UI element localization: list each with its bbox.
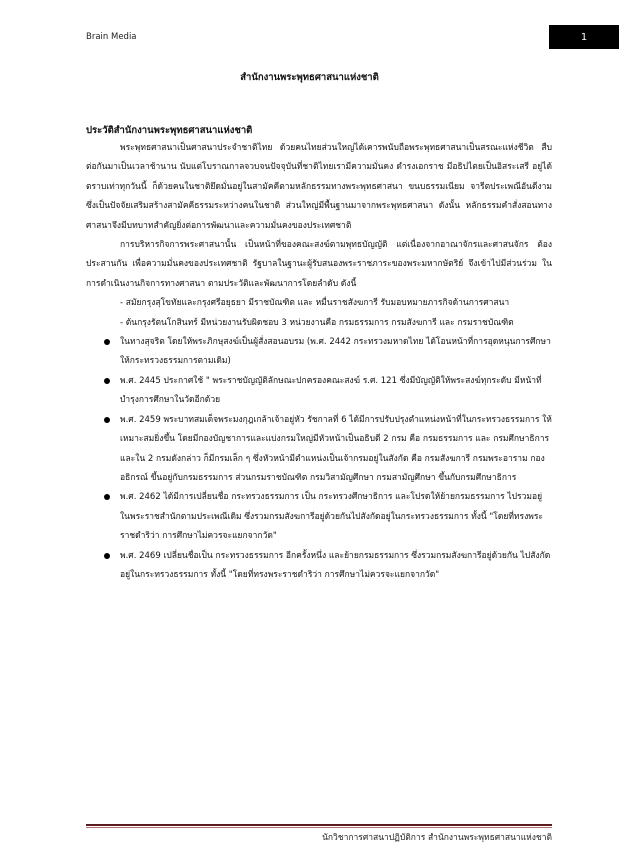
bullet-text: พ.ศ. 2462 ได้มีการเปลี่ยนชื่อ กระทรวงธรรมการ เป็น กระทรวงศึกษาธิการ และโปรดให้ย้ายกรมธรรมการ ไปรวมอยู่ในพระราชสำนักตามประเพณีเดิม ซึ่งรวมกรมสังฆการีอยู่ด้วยกันไปสังกัดอยู่ในกระทรวงธรรมการ ทั้งนี้ "โดยที่ทรงพระราชดำริว่า การศึกษาไม่ควรจะแยกจากวัด" xyxy=(120,492,543,542)
page-number: 1 xyxy=(580,31,588,43)
bullet-text: ในทางสุจริต โดยให้พระภิกษุสงฆ์เป็นผู้สั่งสอนอบรม (พ.ศ. 2442 กระทรวงมหาดไทย ได้โอนหน้าที่การอุดหนุนการศึกษา ให้กระทรวงธรรมการตามเดิม) xyxy=(120,337,551,367)
bullet-item xyxy=(86,547,552,586)
footer-divider-accent xyxy=(86,827,552,828)
bullet-text: พ.ศ. 2469 เปลี่ยนชื่อเป็น กระทรวงธรรมการ อีกครั้งหนึ่ง และย้ายกรมธรรมการ ซึ่งรวมกรมสังฆการีอยู่ด้วยกัน ไปสังกัดอยู่ในกระทรวงธรรมการ ทั้งนี้ "โดยที่ทรงพระราชดำริว่า การศึกษาไม่ควรจะแยกจากวัด" xyxy=(120,550,551,580)
bullet-icon xyxy=(104,553,110,559)
bullet-icon xyxy=(104,417,110,423)
bullet-list xyxy=(86,333,552,585)
header-publisher: Brain Media xyxy=(86,32,137,42)
bullet-item xyxy=(86,488,552,546)
dash-item: - สมัยกรุงสุโขทัยและกรุงศรีอยุธยา มีราชบัณฑิต และ หมื่นราชสังฆการี รับมอบหมายภารกิจด้านการศาสนา xyxy=(120,298,510,309)
bullet-icon xyxy=(104,494,110,500)
footer-divider xyxy=(86,824,552,826)
paragraph: การบริหารกิจการพระศาสนานั้น เป็นหน้าที่ของคณะสงฆ์ตามพุทธบัญญัติ แต่เนื่องจากอาณาจักรและศาสนจักร ต้องประสานกัน เพื่อความมั่นคงของประเทศชาติ รัฐบาลในฐานะผู้รับสนองพระราชภาระของพระมหากษัตริย์ จึงเข้าไปมีส่วนร่วม ในการดำเนินงานกิจการทางศาสนา ตามประวัติและพัฒนาการโดยลำดับ ดังนี้ xyxy=(86,240,552,289)
bullet-item xyxy=(86,411,552,489)
bullet-text: พ.ศ. 2459 พระบาทสมเด็จพระมงกุฎเกล้าเจ้าอยู่หัว รัชกาลที่ 6 ได้มีการปรับปรุงตำแหน่งหน้าที่ในกระทรวงธรรมการ ให้เหมาะสมยิ่งขึ้น โดยมีกองบัญชาการและแบ่งกรมใหญ่มีหัวหน้าเป็นอธิบดี 2 กรม คือ กรมธรรมการ และ กรมศึกษาธิการ และใน 2 กรมดังกล่าว ก็มีกรมเล็ก ๆ ซึ่งหัวหน้ามีตำแหน่งเป็นเจ้ากรมอยู่ในสังกัด คือ กรมสังฆการี กรมพระอาราม กองอธิกรณ์ ขึ้นอยู่กับกรมธรรมการ ส่วนกรมราชบัณฑิต กรมวิสามัญศึกษา กรมสามัญศึกษา ขึ้นกับกรมศึกษาธิการ xyxy=(120,414,552,483)
bullet-icon xyxy=(104,378,110,384)
bullet-item xyxy=(86,372,552,411)
section-heading: ประวัติสำนักงานพระพุทธศาสนาแห่งชาติ xyxy=(86,125,253,136)
page-number-badge xyxy=(549,25,619,49)
bullet-icon xyxy=(104,339,110,345)
dash-item: - ต้นกรุงรัตนโกสินทร์ มีหน่วยงานรับผิดชอบ 3 หน่วยงานคือ กรมธรรมการ กรมสังฆการี และ กรมราชบัณฑิต xyxy=(120,317,514,328)
document-title: สำนักงานพระพุทธศาสนาแห่งชาติ xyxy=(240,72,379,83)
bullet-text: พ.ศ. 2445 ประกาศใช้ " พระราชบัญญัติลักษณะปกครองคณะสงฆ์ ร.ศ. 121 ซึ่งมีบัญญัติให้พระสงฆ์ทุกระดับ มีหน้าที่บำรุงการศึกษาในวัดอีกด้วย xyxy=(120,375,542,406)
bullet-item xyxy=(86,333,552,372)
footer-text: นักวิชาการศาสนาปฏิบัติการ สำนักงานพระพุทธศาสนาแห่งชาติ xyxy=(322,833,552,843)
paragraph: พระพุทธศาสนาเป็นศาสนาประจำชาติไทย ด้วยคนไทยส่วนใหญ่ได้เคารพนับถือพระพุทธศาสนาเป็นสรณะแห่งชีวิต สืบต่อกันมาเป็นเวลาช้านาน นับแต่โบราณกาลจวบจนปัจจุบันที่ชาติไทยเรามีความมั่นคง ดำรงเอกราช มีอธิปไตยเป็นอิสระเสรี อยู่ได้ตราบเท่าทุกวันนี้ ก็ด้วยคนในชาติยึดมั่นอยู่ในสามัคคีตามหลักธรรมทางพระพุทธศาสนา ขนบธรรมเนียม จารีตประเพณีอันดีงาม ซึ่งเป็นปัจจัยเสริมสร้างสามัคคีธรรมระหว่างคนในชาติ ส่วนใหญ่มีพื้นฐานมาจากพระพุทธศาสนา ดังนั้น หลักธรรมคำสั่งสอนทางศาสนาจึงมีบทบาทสำคัญยิ่งต่อการพัฒนาและความมั่นคงของประเทศชาติ xyxy=(86,143,552,231)
body-text xyxy=(86,139,552,585)
